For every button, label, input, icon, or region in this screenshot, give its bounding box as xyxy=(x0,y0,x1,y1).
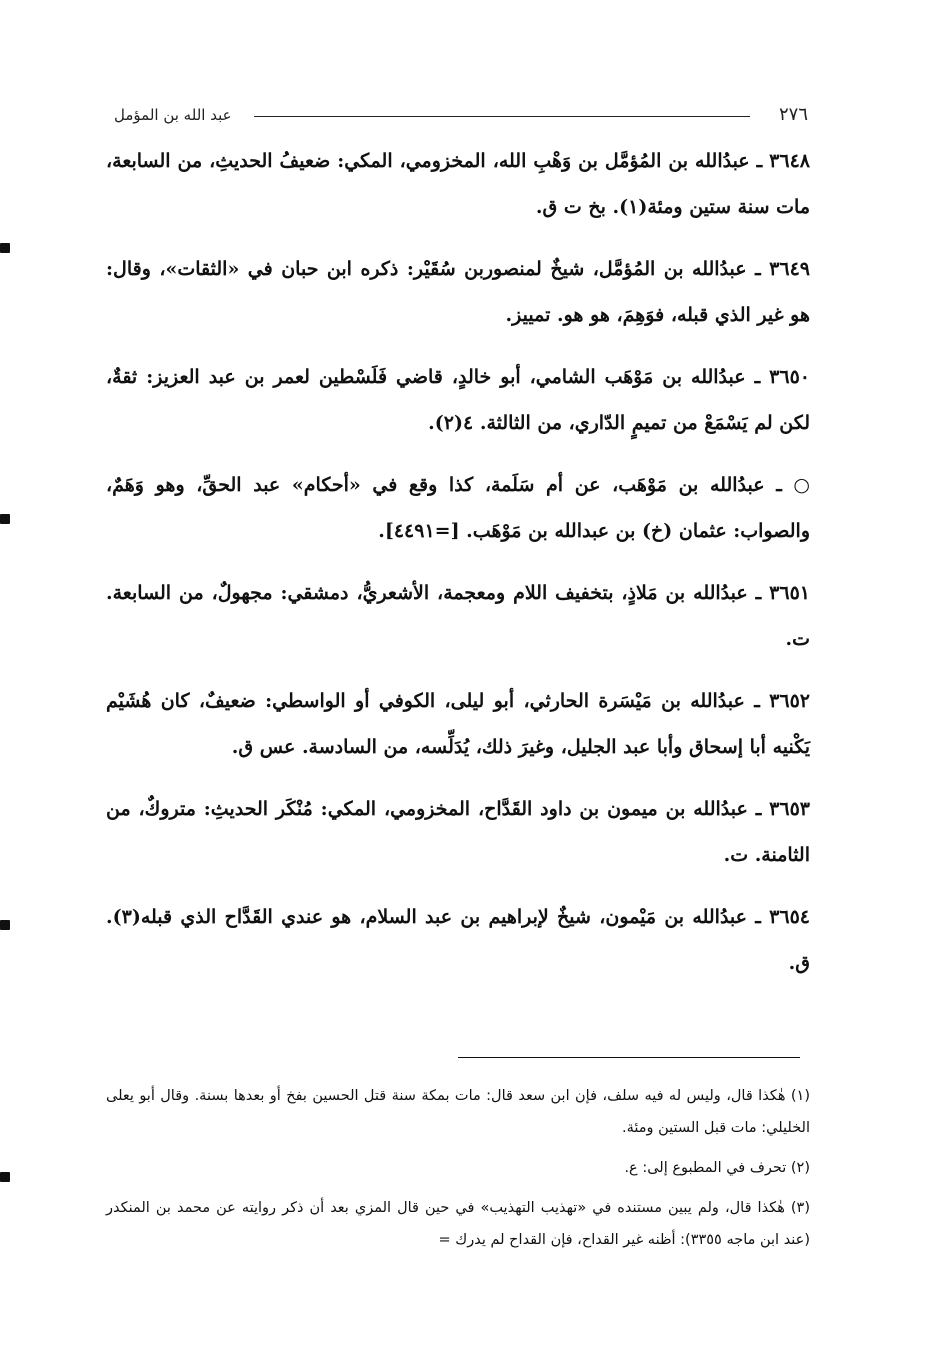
scan-edge-mark xyxy=(0,514,10,524)
footnote: (٣) هٰكذا قال، ولم يبين مستنده في «تهذيب التهذيب» في حين قال المزي بعد أن ذكر روايته عن محمد بن المنكدر (عند ابن ماجه ٣٣٥٥): أظنه غير القداح، فإن القداح لم يدرك = xyxy=(106,1200,810,1248)
scan-edge-mark xyxy=(0,243,10,253)
footnotes xyxy=(106,1080,810,1264)
running-title: عبد الله بن المؤمل xyxy=(114,106,232,124)
scan-edge-mark xyxy=(0,920,10,930)
entry: ٣٦٥٣ ـ عبدُالله بن ميمون بن داود القَدَّاح، المخزومي، المكي: مُنْكَر الحديثِ: متروكٌ، من الثامنة. ت. xyxy=(106,798,810,866)
running-header xyxy=(114,104,808,128)
entry: ٣٦٥٢ ـ عبدُالله بن مَيْسَرة الحارثي، أبو ليلى، الكوفي أو الواسطي: ضعيفٌ، كان هُشَيْم يَكْنيه أبا إسحاق وأبا عبد الجليل، وغيرَ ذلك، يُدَلِّسه، من السادسة. عس ق. xyxy=(106,690,810,758)
footnote: (٢) تحرف في المطبوع إلى: ع. xyxy=(624,1160,810,1176)
entry: ٣٦٥١ ـ عبدُالله بن مَلاذٍ، بتخفيف اللام ومعجمة، الأشعريُّ، دمشقي: مجهولٌ، من السابعة. ت. xyxy=(106,582,810,650)
entry: ٣٦٥٠ ـ عبدُالله بن مَوْهَب الشامي، أبو خالدٍ، قاضي فَلَسْطين لعمر بن عبد العزيز: ثقةٌ، لكن لم يَسْمَعْ من تميمٍ الدّاري، من الثالثة. ٤(٢). xyxy=(106,366,810,434)
footnote: (١) هٰكذا قال، وليس له فيه سلف، فإن ابن سعد قال: مات بمكة سنة قتل الحسين بفخ أو بعدها بسنة. وقال أبو يعلى الخليلي: مات قبل الستين ومئة. xyxy=(106,1088,810,1136)
footnote-separator xyxy=(458,1057,800,1058)
entry: ٣٦٤٩ ـ عبدُالله بن المُؤمَّل، شيخٌ لمنصوربن سُقَيْر: ذكره ابن حبان في «الثقات»، وقال: هو غير الذي قبله، فوَهِمَ، هو هو. تمييز. xyxy=(106,258,810,326)
entry: ○ ـ عبدُالله بن مَوْهَب، عن أم سَلَمة، كذا وقع في «أحكام» عبد الحقِّ، وهو وَهَمٌ، والصواب: عثمان (خ) بن عبدالله بن مَوْهَب. [=٤٤٩١]. xyxy=(106,474,810,542)
entry: ٣٦٤٨ ـ عبدُالله بن المُؤمَّل بن وَهْبِ الله، المخزومي، المكي: ضعيفُ الحديثِ، من السابعة، مات سنة ستين ومئة(١). بخ ت ق. xyxy=(106,150,810,218)
main-text xyxy=(106,138,810,1002)
page-number: ٢٧٦ xyxy=(778,104,808,125)
header-rule xyxy=(254,116,750,117)
entry: ٣٦٥٤ ـ عبدُالله بن مَيْمون، شيخٌ لإبراهيم بن عبد السلام، هو عندي القَدَّاح الذي قبله(٣). ق. xyxy=(106,906,810,974)
scan-edge-mark xyxy=(0,1172,10,1182)
